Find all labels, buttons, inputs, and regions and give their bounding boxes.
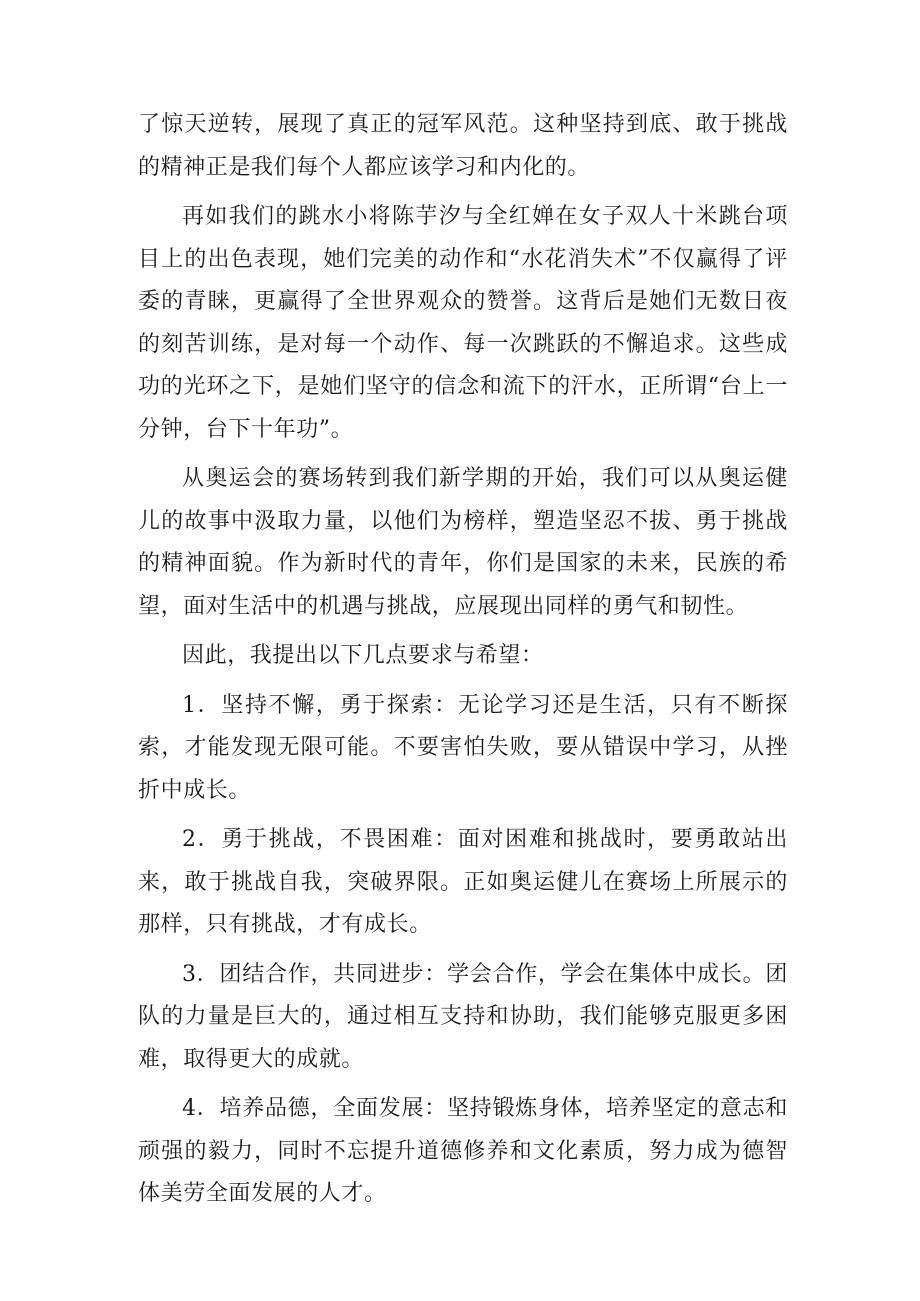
paragraph-diving-example: 再如我们的跳水小将陈芋汐与全红婵在女子双人十米跳台项目上的出色表现，她们完美的动作和“水花消失术”不仅赢得了评委的青睐，更赢得了全世界观众的赞誉。这背后是她们无数日夜的刻苦训练，是对每一个动作、每一次跳跃的不懈追求。这些成功的光环之下，是她们坚守的信念和流下的汗水，正所谓“台上一分钟，台下十年功”。 <box>138 204 788 442</box>
paragraph-requirements-intro: 因此，我提出以下几点要求与希望： <box>182 643 544 668</box>
list-item-2: 2．勇于挑战，不畏困难：面对困难和挑战时，要勇敢站出来，敢于挑战自我，突破界限。正如奥运健儿在赛场上所展示的那样，只有挑战，才有成长。 <box>138 827 788 937</box>
list-item-3: 3．团结合作，共同进步：学会合作，学会在集体中成长。团队的力量是巨大的，通过相互支持和协助，我们能够克服更多困难，取得更大的成就。 <box>138 961 788 1072</box>
list-item-4: 4．培养品德，全面发展：坚持锻炼身体，培养坚定的意志和顽强的毅力，同时不忘提升道德修养和文化素质，努力成为德智体美劳全面发展的人才。 <box>138 1096 788 1206</box>
document-body <box>138 104 788 1223</box>
list-item-1: 1．坚持不懈，勇于探索：无论学习还是生活，只有不断探索，才能发现无限可能。不要害怕失败，要从错误中学习，从挫折中成长。 <box>138 692 788 803</box>
paragraph-new-semester: 从奥运会的赛场转到我们新学期的开始，我们可以从奥运健儿的故事中汲取力量，以他们为榜样，塑造坚忍不拔、勇于挑战的精神面貌。作为新时代的青年，你们是国家的未来，民族的希望，面对生活中的机遇与挑战，应展现出同样的勇气和韧性。 <box>138 466 788 619</box>
paragraph-continued: 了惊天逆转，展现了真正的冠军风范。这种坚持到底、敢于挑战的精神正是我们每个人都应该学习和内化的。 <box>138 112 788 180</box>
